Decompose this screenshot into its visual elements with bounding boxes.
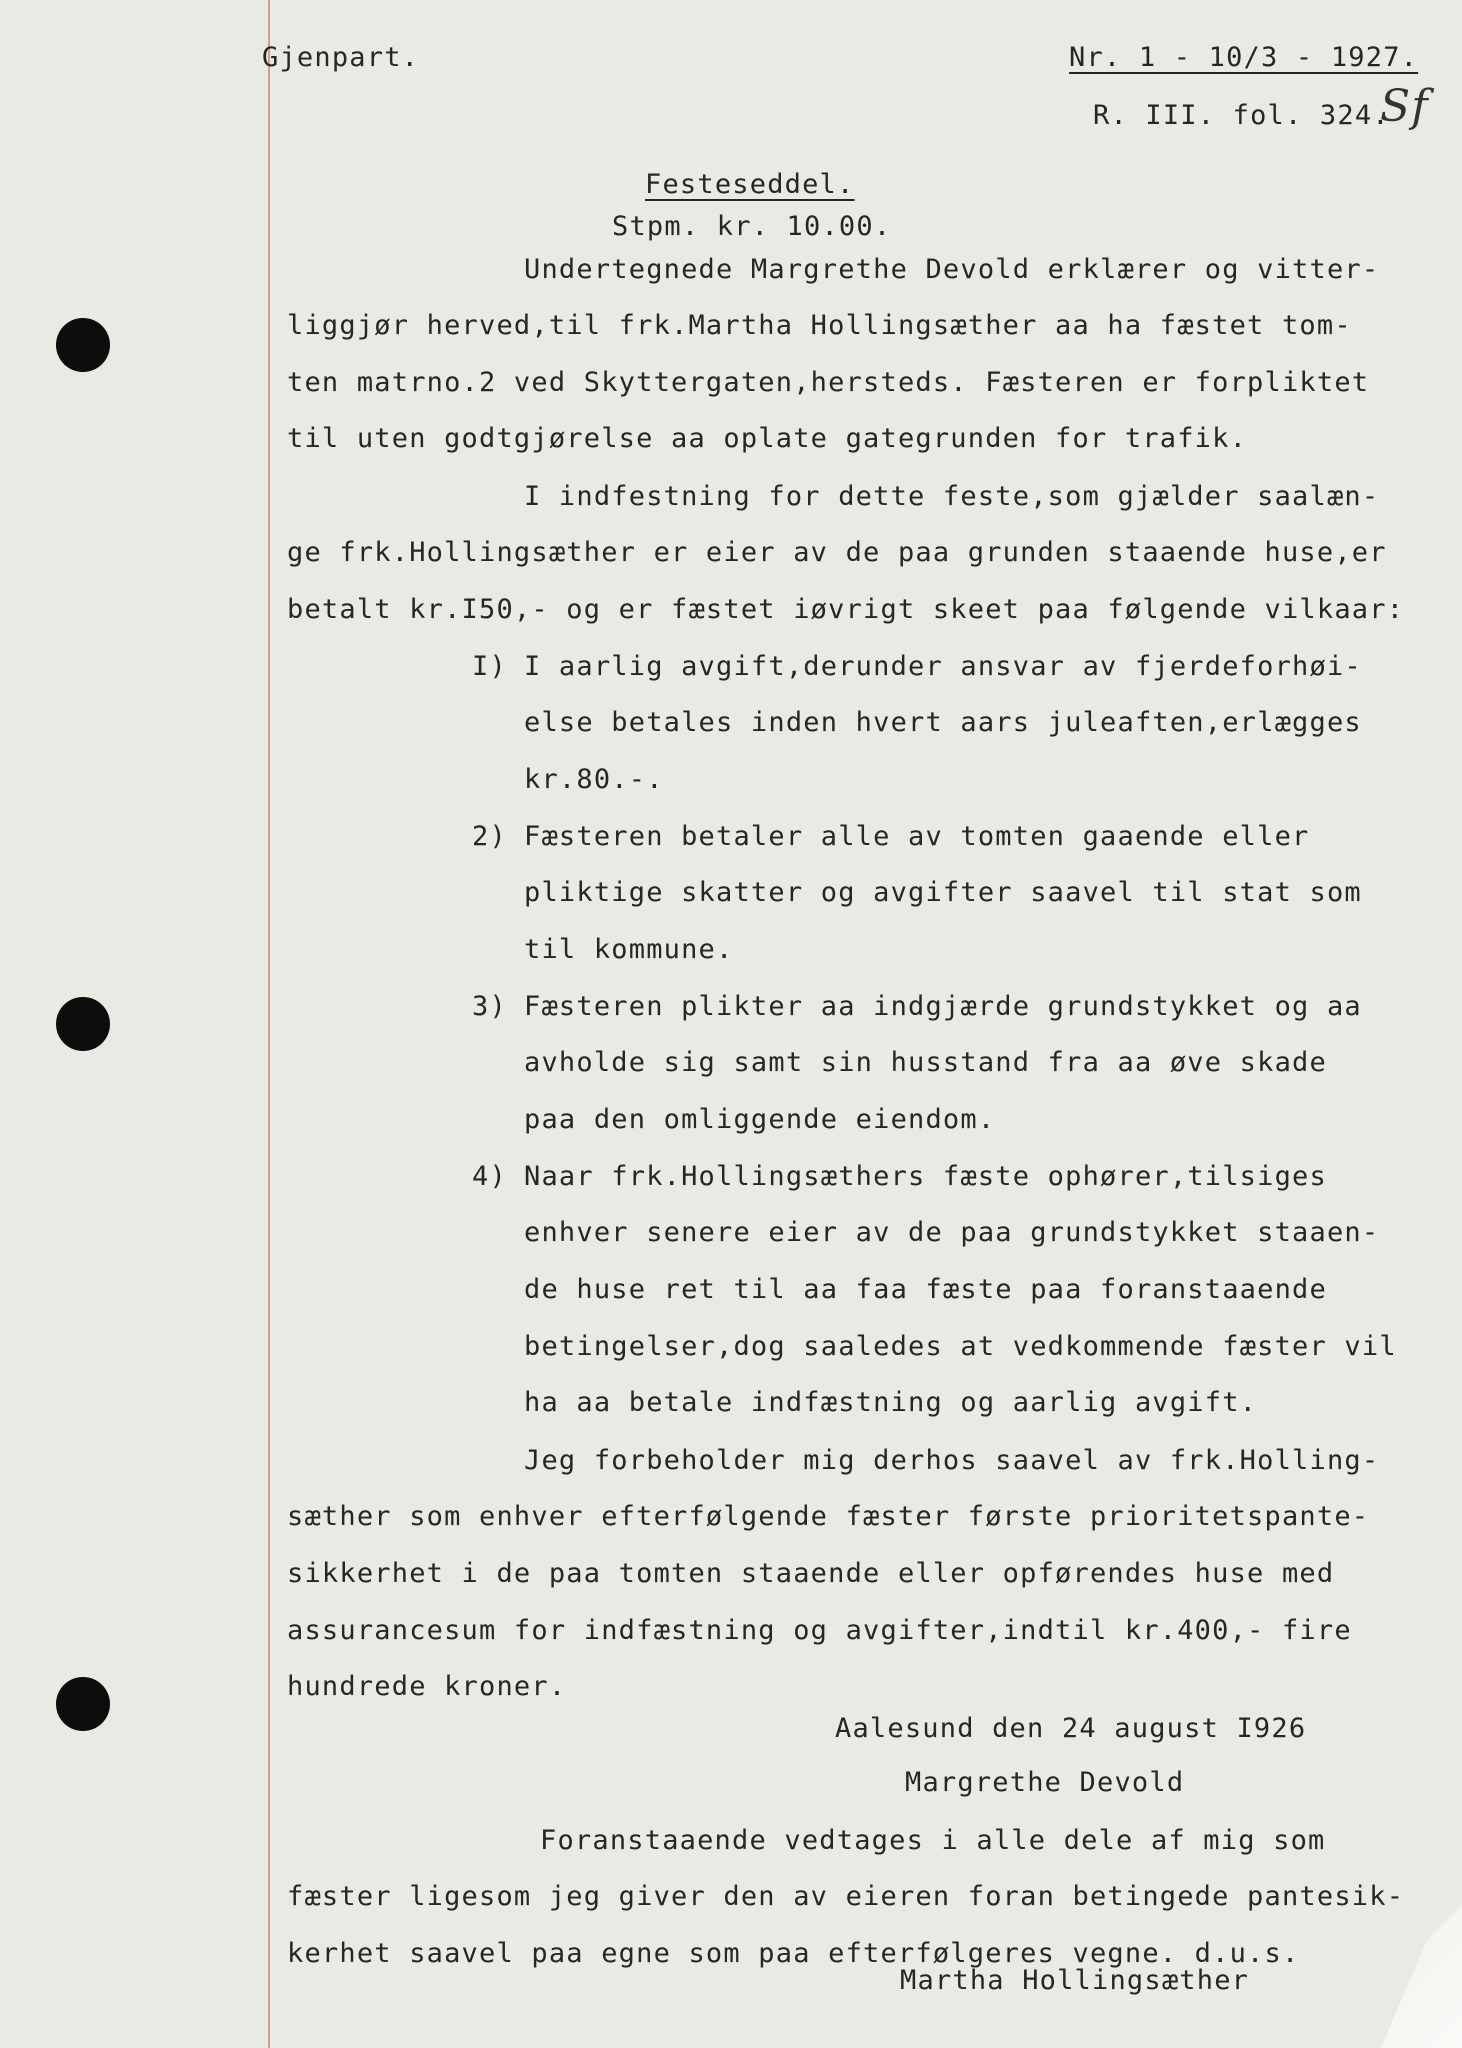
- stamp-fee: Stpm. kr. 10.00.: [612, 211, 892, 242]
- text-line: ten matrno.2 ved Skyttergaten,hersteds. Fæsteren er forpliktet: [287, 367, 1370, 398]
- text-line: Foranstaaende vedtages i alle dele af mig som: [540, 1825, 1326, 1856]
- text-line: ha aa betale indfæstning og aarlig avgift.: [524, 1387, 1258, 1418]
- item-number: 4): [472, 1161, 507, 1192]
- text-line: avholde sig samt sin husstand fra aa øve skade: [524, 1047, 1327, 1078]
- text-line: kr.80.-.: [524, 764, 664, 795]
- text-line: Fæsteren betaler alle av tomten gaaende eller: [524, 821, 1310, 852]
- text-line: til kommune.: [524, 934, 734, 965]
- text-line: paa den omliggende eiendom.: [524, 1104, 996, 1135]
- text-line: I indfestning for dette feste,som gjælder saalæn-: [524, 481, 1380, 512]
- item-number: 3): [472, 991, 507, 1022]
- reference-number: Nr. 1 - 10/3 - 1927.: [1069, 42, 1419, 73]
- text-line: Undertegnede Margrethe Devold erklærer og vitter-: [524, 254, 1380, 285]
- text-line: Naar frk.Hollingsæthers fæste ophører,tilsiges: [524, 1161, 1327, 1192]
- text-line: Fæsteren plikter aa indgjærde grundstykket og aa: [524, 991, 1362, 1022]
- text-line: fæster ligesom jeg giver den av eieren foran betingede pantesik-: [287, 1881, 1405, 1912]
- punch-hole-top: [56, 318, 110, 372]
- text-line: I aarlig avgift,derunder ansvar av fjerdeforhøi-: [524, 651, 1362, 682]
- punch-hole-middle: [56, 997, 110, 1051]
- signature-owner: Margrethe Devold: [905, 1767, 1185, 1798]
- text-line: sæther som enhver efterfølgende fæster første prioritetspante-: [287, 1501, 1370, 1532]
- text-line: liggjør herved,til frk.Martha Hollingsæther aa ha fæstet tom-: [287, 310, 1352, 341]
- text-line: assurancesum for indfæstning og avgifter,indtil kr.400,- fire: [287, 1615, 1352, 1646]
- text-line: Jeg forbeholder mig derhos saavel av frk.Holling-: [524, 1445, 1380, 1476]
- text-line: hundrede kroner.: [287, 1671, 567, 1702]
- text-line: enhver senere eier av de paa grundstykket staaen-: [524, 1217, 1380, 1248]
- document-title: Festeseddel.: [645, 169, 855, 200]
- reference-folio: R. III. fol. 324.: [1093, 100, 1390, 131]
- punch-hole-bottom: [56, 1677, 110, 1731]
- copy-label: Gjenpart.: [262, 42, 420, 73]
- item-number: I): [472, 651, 507, 682]
- place-date: Aalesund den 24 august I926: [835, 1713, 1307, 1744]
- text-line: sikkerhet i de paa tomten staaende eller opførendes huse med: [287, 1558, 1335, 1589]
- text-line: pliktige skatter og avgifter saavel til stat som: [524, 877, 1362, 908]
- text-line: betalt kr.I50,- og er fæstet iøvrigt skeet paa følgende vilkaar:: [287, 594, 1405, 625]
- margin-rule: [268, 0, 270, 2048]
- text-line: de huse ret til aa faa fæste paa foranstaaende: [524, 1274, 1327, 1305]
- text-line: til uten godtgjørelse aa oplate gategrunden for trafik.: [287, 423, 1248, 454]
- text-line: betingelser,dog saaledes at vedkommende fæster vil: [524, 1331, 1397, 1362]
- text-line: kerhet saavel paa egne som paa efterfølgeres vegne. d.u.s.: [287, 1938, 1300, 1969]
- text-line: ge frk.Hollingsæther er eier av de paa grunden staaende huse,er: [287, 537, 1387, 568]
- item-number: 2): [472, 821, 507, 852]
- clerk-initials: Sf: [1380, 81, 1429, 132]
- signature-lessee: Martha Hollingsæther: [900, 1965, 1250, 1996]
- text-line: else betales inden hvert aars juleaften,erlægges: [524, 707, 1362, 738]
